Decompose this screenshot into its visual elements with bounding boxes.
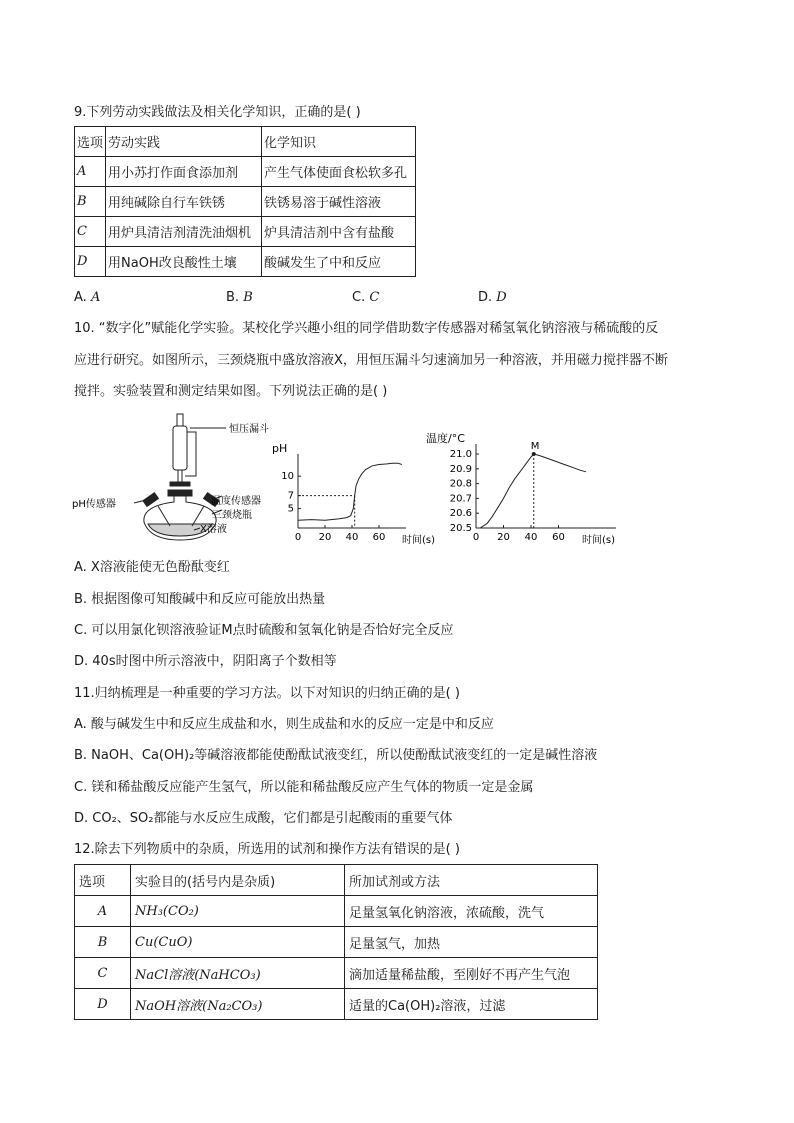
q9-option-d[interactable]	[478, 289, 507, 307]
q10-option-d[interactable]: D. 40s时图中所示溶液中，阴阳离子个数相等	[74, 654, 337, 669]
label-flask: 三颈烧瓶	[212, 510, 252, 521]
temperature-chart	[422, 430, 628, 548]
ph-series-line	[298, 463, 402, 520]
option-letter: B	[75, 927, 131, 958]
label-temp-sensor: 温度传感器	[211, 496, 261, 507]
table-header-row	[75, 865, 598, 896]
table-cell: 适量的Ca(OH)₂溶液，过滤	[345, 989, 598, 1020]
option-letter: D	[75, 989, 131, 1020]
q12-table	[74, 864, 598, 1020]
table-row	[75, 989, 598, 1020]
table-cell: NaCl溶液(NaHCO₃)	[131, 958, 345, 989]
q11-option-c[interactable]: C. 镁和稀盐酸反应能产生氢气，所以能和稀盐酸反应产生气体的物质一定是金属	[74, 780, 534, 795]
ph-y-tick-label: 10	[281, 471, 294, 483]
table-cell: 用纯碱除自行车铁锈	[106, 187, 262, 217]
temperature-axis-label: 温度/°C	[426, 432, 465, 445]
point-m-label: M	[530, 441, 540, 452]
table-row	[75, 958, 598, 989]
table-cell: 酸碱发生了中和反应	[262, 247, 416, 277]
option-label: A.	[74, 290, 87, 305]
label-funnel: 恒压漏斗	[229, 424, 269, 435]
table-row	[75, 157, 416, 187]
q11-stem: 11.归纳梳理是一种重要的学习方法。以下对知识的归纳正确的是( )	[74, 686, 460, 701]
option-value: D	[496, 290, 507, 305]
temperature-x-axis-label: 时间(s)	[582, 535, 616, 546]
q10-option-b[interactable]: B. 根据图像可知酸碱中和反应可能放出热量	[74, 592, 326, 607]
option-letter: C	[75, 958, 131, 989]
temperature-y-tick-label: 20.7	[449, 493, 472, 505]
option-letter: A	[75, 157, 106, 187]
table-cell: NaOH溶液(Na₂CO₃)	[131, 989, 345, 1020]
q9-option-b[interactable]	[226, 289, 253, 307]
option-value: B	[243, 290, 253, 305]
ph-x-tick-label: 60	[372, 532, 386, 543]
table-cell: 产生气体使面食松软多孔	[262, 157, 416, 187]
option-label: C.	[352, 290, 366, 305]
table-cell: 炉具清洁剂中含有盐酸	[262, 217, 416, 247]
ph-y-tick-label: 7	[287, 490, 294, 502]
table-row	[75, 187, 416, 217]
option-letter: D	[75, 247, 106, 277]
q10-stem-line-3: 搅拌。实验装置和测定结果如图。下列说法正确的是( )	[74, 384, 388, 399]
temperature-y-tick-label: 20.6	[449, 508, 472, 520]
ph-axis-label: pH	[272, 442, 288, 455]
q10-stem-line-1: 10. “数字化”赋能化学实验。某校化学兴趣小组的同学借助数字传感器对稀氢氧化钠溶液与稀硫酸的反	[74, 321, 659, 336]
option-letter: A	[75, 896, 131, 927]
table-cell: Cu(CuO)	[131, 927, 345, 958]
temperature-series-line	[480, 454, 586, 528]
table-row	[75, 217, 416, 247]
table-header-cell: 化学知识	[262, 127, 416, 157]
ph-x-tick-label: 20	[318, 532, 332, 543]
point-m	[532, 452, 536, 456]
temperature-y-tick-label: 20.9	[449, 463, 472, 475]
q9-option-a[interactable]	[74, 289, 100, 307]
table-cell: 用NaOH改良酸性土壤	[106, 247, 262, 277]
table-row	[75, 927, 598, 958]
q10-stem-line-2: 应进行研究。如图所示，三颈烧瓶中盛放溶液X，用恒压漏斗匀速滴加另一种溶液，并用磁力搅拌器不断	[74, 353, 668, 368]
label-ph-sensor: pH传感器	[72, 499, 116, 510]
temperature-x-tick-label: 20	[497, 532, 510, 543]
option-label: B.	[226, 290, 240, 305]
q11-option-a[interactable]: A. 酸与碱发生中和反应生成盐和水，则生成盐和水的反应一定是中和反应	[74, 717, 494, 732]
table-header-row	[75, 127, 416, 157]
table-cell: NH₃(CO₂)	[131, 896, 345, 927]
temperature-x-tick-label: 40	[524, 532, 538, 543]
temperature-y-tick-label: 20.8	[449, 478, 472, 490]
ph-chart	[268, 440, 448, 548]
funnel-body	[173, 426, 187, 470]
q11-option-d[interactable]: D. CO₂、SO₂都能与水反应生成酸，它们都是引起酸雨的重要气体	[74, 811, 453, 826]
table-row	[75, 247, 416, 277]
table-header-cell: 选项	[75, 865, 131, 896]
stopcock	[170, 482, 190, 486]
label-x-solution: X溶液	[200, 524, 227, 535]
ph-x-axis-label: 时间(s)	[402, 535, 436, 546]
q10-option-c[interactable]: C. 可以用氯化钡溶液验证M点时硫酸和氢氧化钠是否恰好完全反应	[74, 623, 454, 638]
option-letter: C	[75, 217, 106, 247]
table-header-cell: 选项	[75, 127, 106, 157]
table-cell: 足量氢气，加热	[345, 927, 598, 958]
funnel-stopper	[177, 414, 183, 426]
table-header-cell: 所加试剂或方法	[345, 865, 598, 896]
table-header-cell: 劳动实践	[106, 127, 262, 157]
table-cell: 滴加适量稀盐酸，至刚好不再产生气泡	[345, 958, 598, 989]
option-value: A	[90, 290, 101, 305]
ph-y-tick-label: 5	[287, 503, 294, 515]
ph-x-tick-label: 0	[294, 532, 302, 543]
table-cell: 用小苏打作面食添加剂	[106, 157, 262, 187]
temperature-y-tick-label: 20.5	[449, 523, 472, 534]
q10-option-a[interactable]: A. X溶液能使无色酚酞变红	[74, 560, 230, 575]
temperature-x-tick-label: 0	[472, 532, 480, 543]
q9-stem: 9.下列劳动实践做法及相关化学知识，正确的是( )	[74, 105, 361, 120]
apparatus-diagram	[72, 410, 282, 545]
table-cell: 足量氢氧化钠溶液，浓硫酸，洗气	[345, 896, 598, 927]
q9-option-c[interactable]	[352, 289, 379, 307]
table-cell: 铁锈易溶于碱性溶液	[262, 187, 416, 217]
q12-stem: 12.除去下列物质中的杂质，所选用的试剂和操作方法有错误的是( )	[74, 842, 460, 857]
temperature-y-tick-label: 21.0	[449, 449, 472, 460]
option-value: C	[369, 290, 380, 305]
temperature-x-tick-label: 60	[552, 532, 565, 543]
option-label: D.	[478, 290, 493, 305]
option-letter: B	[75, 187, 106, 217]
table-cell: 用炉具清洁剂清洗油烟机	[106, 217, 262, 247]
q11-option-b[interactable]: B. NaOH、Ca(OH)₂等碱溶液都能使酚酞试液变红，所以使酚酞试液变红的一定是碱性溶液	[74, 748, 598, 763]
table-row	[75, 896, 598, 927]
ph-x-tick-label: 40	[345, 532, 359, 543]
table-header-cell: 实验目的(括号内是杂质)	[131, 865, 345, 896]
q9-table	[74, 126, 416, 277]
